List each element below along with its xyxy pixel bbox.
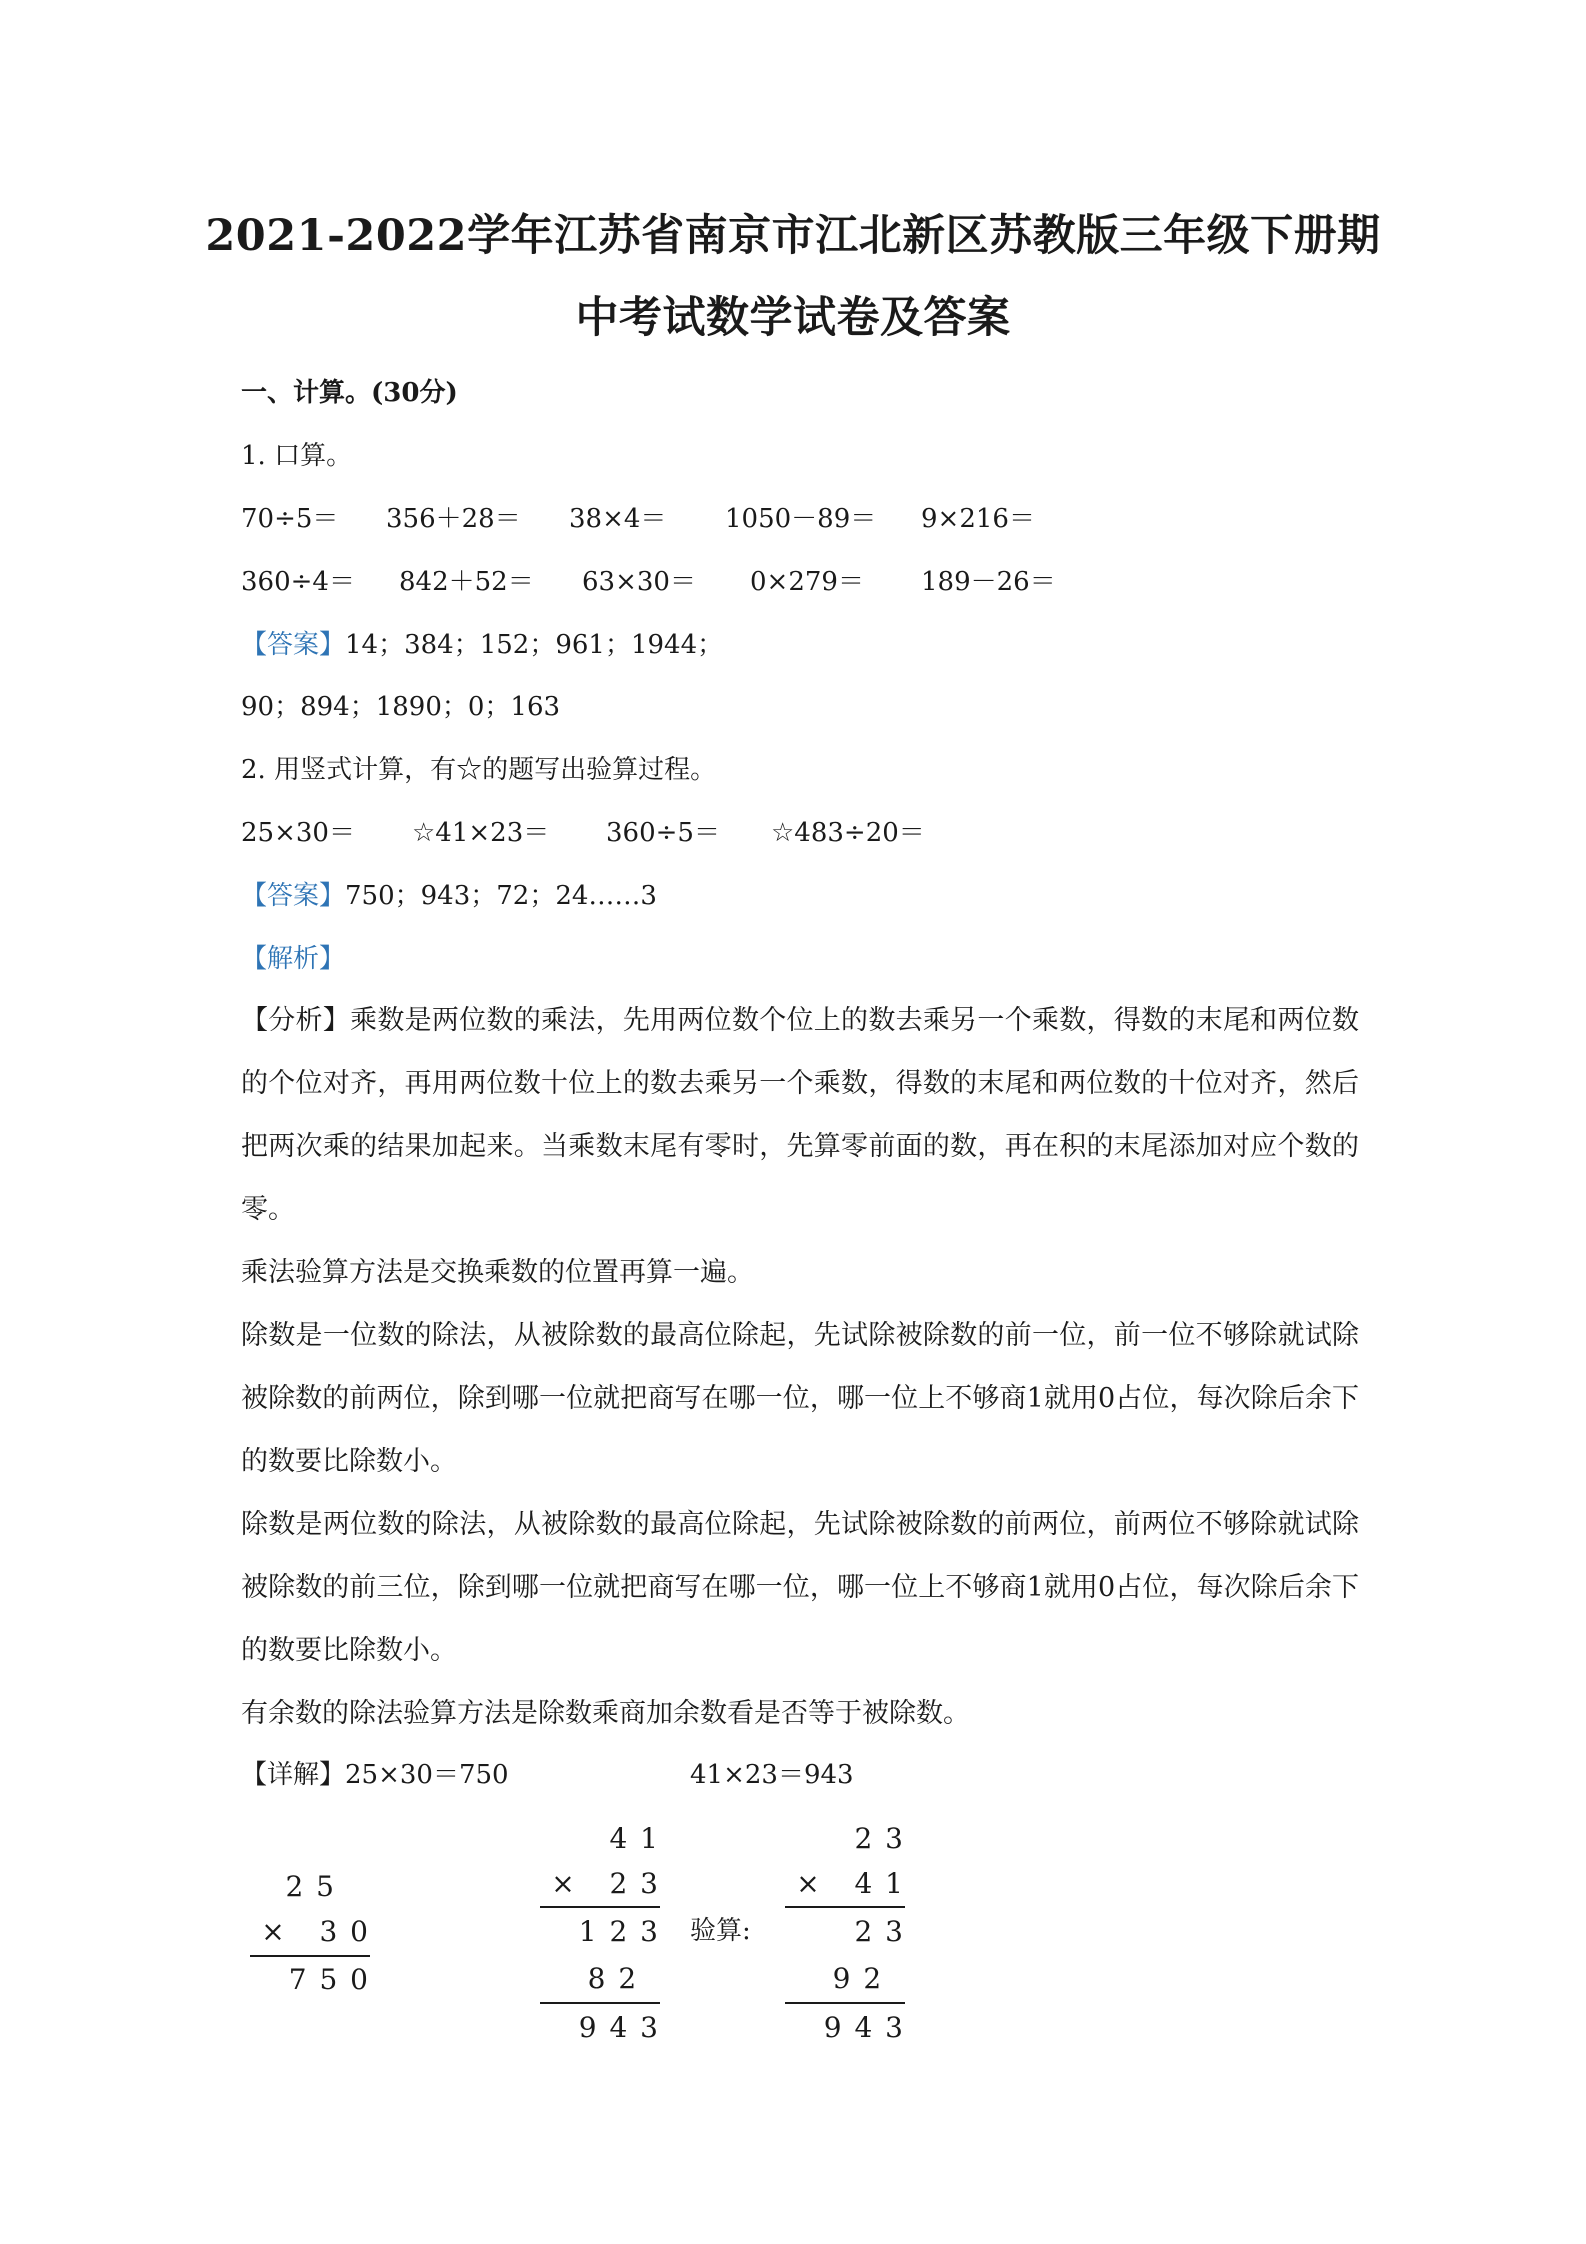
answer-text: 750；943；72；24……3 [345, 881, 657, 911]
analysis-paragraph-1 [241, 989, 1359, 1241]
answer-tag: 【答案】 [241, 630, 346, 660]
vertical-b-result: 9 4 3 [578, 2011, 660, 2044]
detail-tag: 【详解】 [241, 1760, 346, 1790]
analysis-tag: 【解析】 [241, 944, 346, 974]
analysis-paragraph-3: 除数是一位数的除法，从被除数的最高位除起，先试除被除数的前一位，前一位不够除就试除被除数的前两位，除到哪一位就把商写在哪一位，哪一位上不够商1就用0占位，每次除后余下的数要比除数小。 [241, 1320, 1359, 1477]
detail-equation-1: 25×30＝750 [345, 1760, 509, 1790]
vertical-b-partial-1: 1 2 3 [578, 1915, 660, 1948]
vertical-a-result: 7 5 0 [288, 1963, 370, 1996]
analysis-paragraph-4: 除数是两位数的除法，从被除数的最高位除起，先试除被除数的前两位，前两位不够除就试除被除数的前三位，除到哪一位就把商写在哪一位，哪一位上不够商1就用0占位，每次除后余下的数要比除数小。 [241, 1509, 1359, 1666]
oral-calc-item: 1050－89＝ [725, 504, 877, 534]
document-title-line1: 2021-2022学年江苏省南京市江北新区苏教版三年级下册期 [205, 211, 1381, 261]
check-label: 验算: [690, 1916, 751, 1946]
section-heading: 一、计算。(30分) [241, 378, 458, 408]
question-2-label: 2. 用竖式计算，有☆的题写出验算过程。 [241, 755, 717, 785]
answer-text: 14；384；152；961；1944； [345, 630, 724, 660]
vertical-c-partial-2: 9 2 [832, 1962, 905, 1995]
detail-equation-2: 41×23＝943 [690, 1760, 854, 1790]
oral-calc-item: 38×4＝ [569, 504, 667, 534]
vertical-calc-item: ☆483÷20＝ [771, 818, 925, 848]
oral-calc-item: 63×30＝ [582, 567, 696, 597]
vertical-c-rule-1 [785, 1906, 905, 1908]
vertical-a-top: 2 5 [285, 1870, 336, 1903]
detail-line [241, 1758, 509, 1792]
vertical-c-multiplier: × 4 1 [796, 1867, 905, 1900]
oral-calc-item: 9×216＝ [921, 504, 1035, 534]
vertical-a-multiplier: × 3 0 [261, 1915, 370, 1948]
question-1-label: 1. 口算。 [241, 441, 353, 471]
vertical-calc-item: ☆41×23＝ [412, 818, 550, 848]
analysis-text: 乘数是两位数的乘法，先用两位数个位上的数去乘另一个乘数，得数的末尾和两位数的个位对齐，再用两位数十位上的数去乘另一个乘数，得数的末尾和两位数的十位对齐，然后把两次乘的结果加起来。当乘数末尾有零时，先算零前面的数，再在积的末尾添加对应个数的零。 [241, 1005, 1360, 1225]
vertical-b-partial-2: 8 2 [587, 1962, 660, 1995]
document-title-line2: 中考试数学试卷及答案 [575, 293, 1011, 343]
vertical-calc-item: 25×30＝ [241, 818, 355, 848]
vertical-b-multiplier: × 2 3 [551, 1867, 660, 1900]
vertical-c-partial-1: 2 3 [854, 1915, 905, 1948]
vertical-a-rule [250, 1955, 370, 1957]
oral-calc-item: 189－26＝ [921, 567, 1056, 597]
vertical-b-top: 4 1 [609, 1822, 660, 1855]
analysis-prefix: 【分析】 [241, 1005, 351, 1036]
oral-calc-item: 70÷5＝ [241, 504, 339, 534]
oral-calc-item: 0×279＝ [750, 567, 864, 597]
analysis-paragraph-2: 乘法验算方法是交换乘数的位置再算一遍。 [241, 1257, 754, 1288]
oral-calc-item: 356＋28＝ [386, 504, 521, 534]
analysis-paragraph-5: 有余数的除法验算方法是除数乘商加余数看是否等于被除数。 [241, 1698, 970, 1729]
vertical-c-rule-2 [785, 2002, 905, 2004]
oral-calc-item: 360÷4＝ [241, 567, 355, 597]
vertical-calc-item: 360÷5＝ [606, 818, 720, 848]
answer-tag: 【答案】 [241, 881, 346, 911]
answer-1-line2: 90；894；1890；0；163 [241, 692, 561, 722]
answer-1 [241, 628, 723, 662]
vertical-c-top: 2 3 [854, 1822, 905, 1855]
answer-2 [241, 879, 657, 913]
oral-calc-item: 842＋52＝ [399, 567, 534, 597]
vertical-b-rule-1 [540, 1906, 660, 1908]
vertical-b-rule-2 [540, 2002, 660, 2004]
vertical-c-result: 9 4 3 [823, 2011, 905, 2044]
